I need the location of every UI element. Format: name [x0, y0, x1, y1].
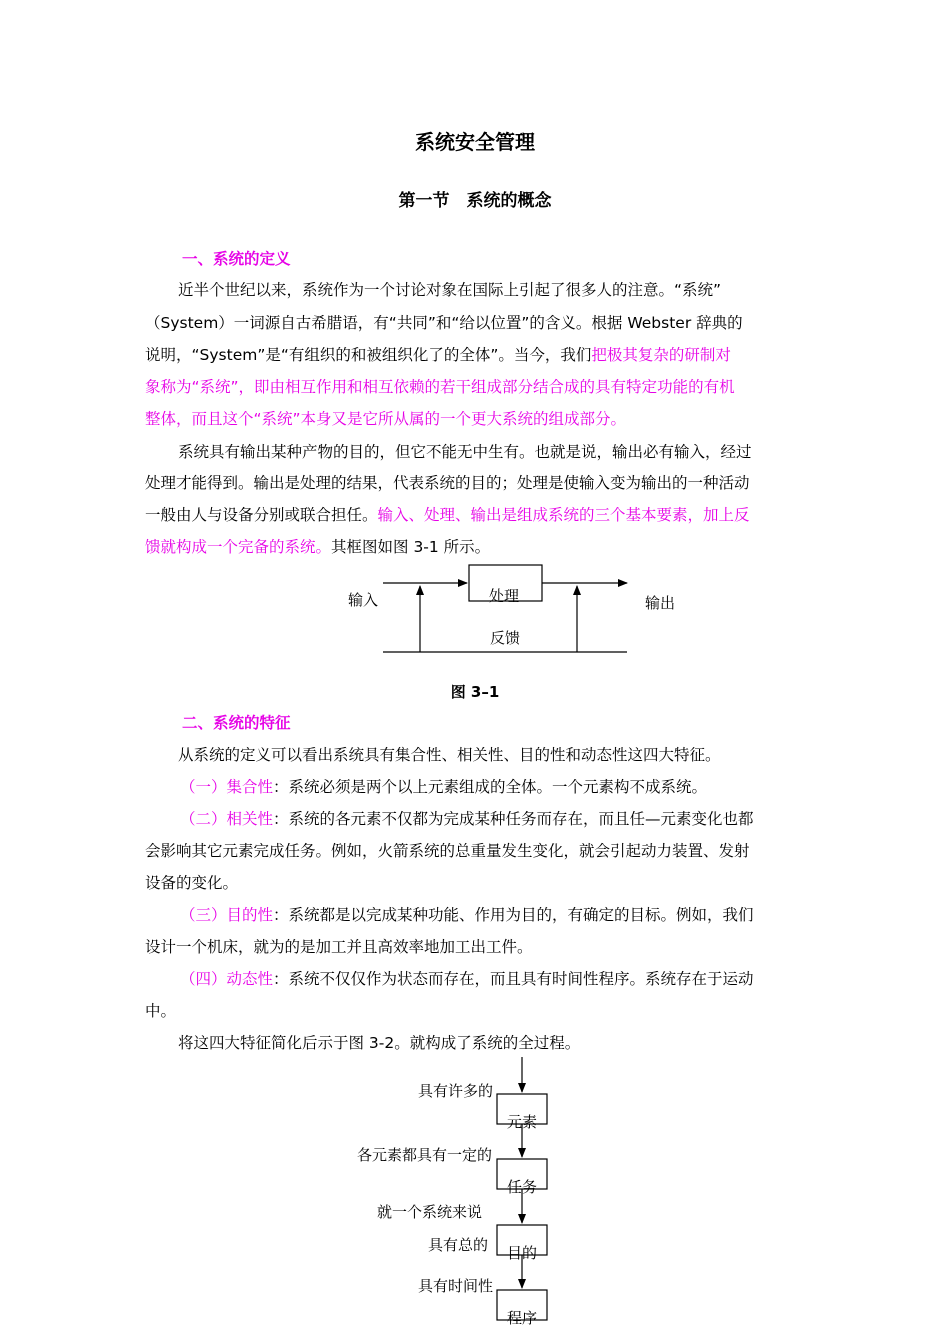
- highlight-line: 整体，而且这个“系统”本身又是它所从属的一个更大系统的组成部分。: [145, 410, 627, 428]
- flow-label: 具有总的: [428, 1236, 489, 1254]
- paragraph-line: 说明，“System”是“有组织的和被组织化了的全体”。当今，我们把极其复杂的研制对: [145, 346, 731, 364]
- process-label: 处理: [489, 587, 520, 605]
- feedback-label: 反馈: [490, 629, 521, 647]
- input-label: 输入: [348, 591, 379, 609]
- feature-line: （三）目的性：系统都是以完成某种功能、作用为目的，有确定的目标。例如，我们: [180, 906, 754, 924]
- highlight-text: 输入、处理、输出是组成系统的三个基本要素，加上反: [377, 506, 750, 524]
- paragraph-line: 设备的变化。: [145, 874, 239, 892]
- feature-line: （一）集合性：系统必须是两个以上元素组成的全体。一个元素构不成系统。: [180, 778, 708, 796]
- figure-caption: 图 3–1: [450, 683, 500, 701]
- highlight-text: 把极其复杂的研制对: [591, 346, 731, 364]
- flow-label: 就一个系统来说: [377, 1203, 483, 1221]
- flow-label: 具有许多的: [418, 1082, 494, 1100]
- highlight-text: 馈就构成一个完备的系统。: [145, 538, 332, 556]
- paragraph-line: 将这四大特征简化后示于图 3-2。就构成了系统的全过程。: [178, 1034, 581, 1052]
- highlight-line: 象称为“系统”，即由相互作用和相互依赖的若干组成部分结合成的具有特定功能的有机: [145, 378, 735, 396]
- paragraph-line: 设计一个机床，就为的是加工并且高效率地加工出工件。: [145, 938, 533, 956]
- paragraph-line: 中。: [145, 1002, 177, 1020]
- paragraph-line: （System）一词源自古希腊语，有“共同”和“给以位置”的含义。根据 Webster 辞典的: [145, 314, 743, 332]
- output-label: 输出: [645, 594, 676, 612]
- flow-box-label: 程序: [507, 1309, 538, 1327]
- paragraph-line: 近半个世纪以来，系统作为一个讨论对象在国际上引起了很多人的注意。“系统”: [178, 281, 722, 299]
- paragraph-line: 处理才能得到。输出是处理的结果，代表系统的目的；处理是使输入变为输出的一种活动: [145, 474, 750, 492]
- feature-label: （一）集合性: [180, 778, 274, 796]
- heading-features: 二、系统的特征: [182, 714, 291, 732]
- document-title: 系统安全管理: [415, 130, 535, 154]
- feature-label: （四）动态性: [180, 970, 274, 988]
- paragraph-line: 一般由人与设备分别或联合担任。输入、处理、输出是组成系统的三个基本要素，加上反: [145, 506, 750, 524]
- flow-label: 各元素都具有一定的: [357, 1146, 493, 1164]
- paragraph-line: 从系统的定义可以看出系统具有集合性、相关性、目的性和动态性这四大特征。: [178, 746, 721, 764]
- feature-label: （三）目的性: [180, 906, 274, 924]
- feature-line: （四）动态性：系统不仅仅作为状态而存在，而且具有时间性程序。系统存在于运动: [180, 970, 754, 988]
- flow-box-label: 元素: [507, 1113, 538, 1131]
- flow-box-label: 任务: [507, 1178, 538, 1196]
- section-title: 第一节 系统的概念: [398, 191, 552, 211]
- feature-line: （二）相关性：系统的各元素不仅都为完成某种任务而存在，而且任—元素变化也都: [180, 810, 754, 828]
- feature-label: （二）相关性: [180, 810, 274, 828]
- paragraph-line: 会影响其它元素完成任务。例如，火箭系统的总重量发生变化，就会引起动力装置、发射: [145, 842, 750, 860]
- flow-label: 具有时间性: [418, 1277, 494, 1295]
- paragraph-line: 系统具有输出某种产物的目的，但它不能无中生有。也就是说，输出必有输入，经过: [178, 443, 752, 461]
- paragraph-line: 馈就构成一个完备的系统。其框图如图 3-1 所示。: [145, 538, 491, 556]
- flow-box-label: 目的: [507, 1244, 538, 1262]
- heading-definition: 一、系统的定义: [182, 250, 291, 268]
